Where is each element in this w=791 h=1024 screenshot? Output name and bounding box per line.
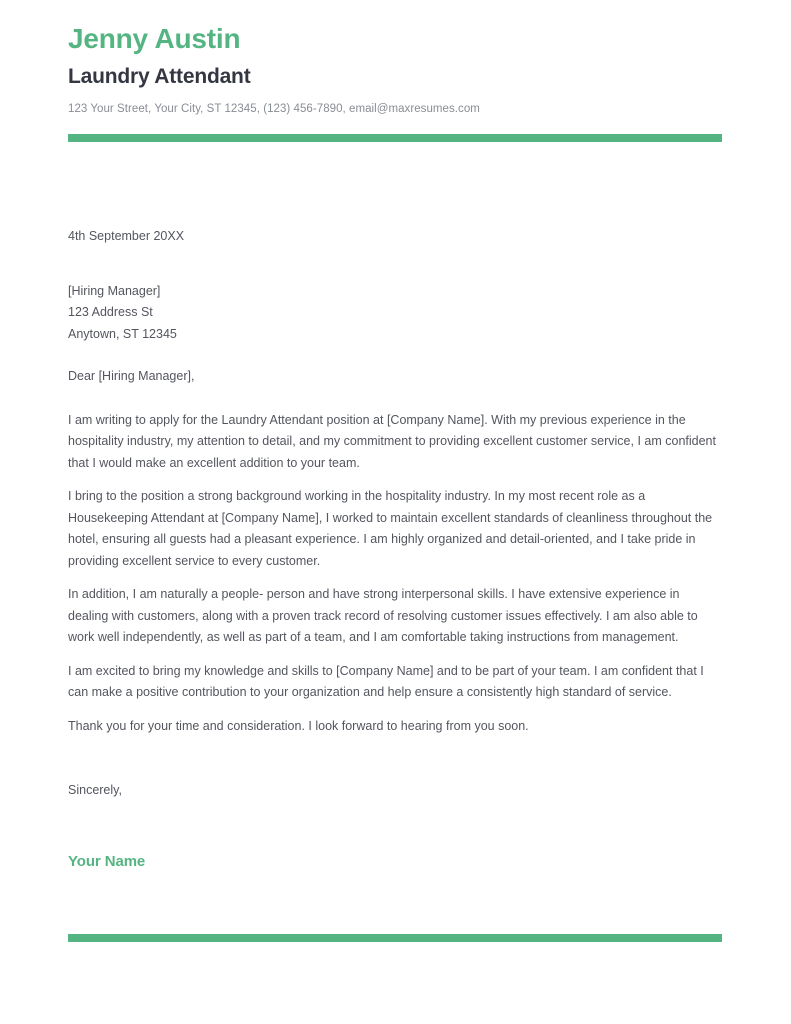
letter-content bbox=[68, 0, 722, 872]
job-title: Laundry Attendant bbox=[68, 65, 251, 89]
body-paragraph: I am writing to apply for the Laundry Attendant position at [Company Name]. With my previous experience in the hospitality industry, my attention to detail, and my commitment to providing excellent customer service, I am confident that I would make an excellent addition to your team. bbox=[68, 412, 716, 470]
footer-divider-bar bbox=[68, 934, 722, 942]
letter-header bbox=[68, 0, 722, 117]
letter-date: 4th September 20XX bbox=[68, 229, 185, 244]
body-paragraph: I bring to the position a strong background working in the hospitality industry. In my most recent role as a Housekeeping Attendant at [Company Name], I worked to maintain excellent standards of cleanliness throughout the hotel, ensuring all guests had a pleasant experience. I am highly organized and detail-oriented, and I take pride in providing excellent service to every customer. bbox=[68, 489, 713, 568]
recipient-street: 123 Address St bbox=[68, 305, 153, 320]
letter-body bbox=[68, 226, 722, 872]
body-paragraph: I am excited to bring my knowledge and skills to [Company Name] and to be part of your team. I am confident that I can make a positive contribution to your organization and help ensure a consistently high standard of service. bbox=[68, 663, 704, 700]
body-paragraphs bbox=[68, 410, 722, 738]
header-divider-bar bbox=[68, 134, 722, 142]
body-paragraph: Thank you for your time and consideration. I look forward to hearing from you soon. bbox=[68, 718, 529, 733]
signature-name: Your Name bbox=[68, 852, 146, 870]
applicant-name: Jenny Austin bbox=[68, 23, 241, 54]
closing-salutation: Sincerely, bbox=[68, 783, 122, 798]
body-paragraph: In addition, I am naturally a people- person and have strong interpersonal skills. I have extensive experience in dealing with customers, along with a proven track record of resolving customer issues effectively. I am also able to work well independently, as well as part of a team, and I am comfortable taking instructions from management. bbox=[68, 587, 698, 645]
salutation: Dear [Hiring Manager], bbox=[68, 369, 195, 384]
recipient-name: [Hiring Manager] bbox=[68, 283, 161, 298]
contact-line: 123 Your Street, Your City, ST 12345, (123) 456-7890, email@maxresumes.com bbox=[68, 103, 480, 116]
recipient-address-block bbox=[68, 281, 722, 346]
recipient-city-state-zip: Anytown, ST 12345 bbox=[68, 326, 177, 341]
